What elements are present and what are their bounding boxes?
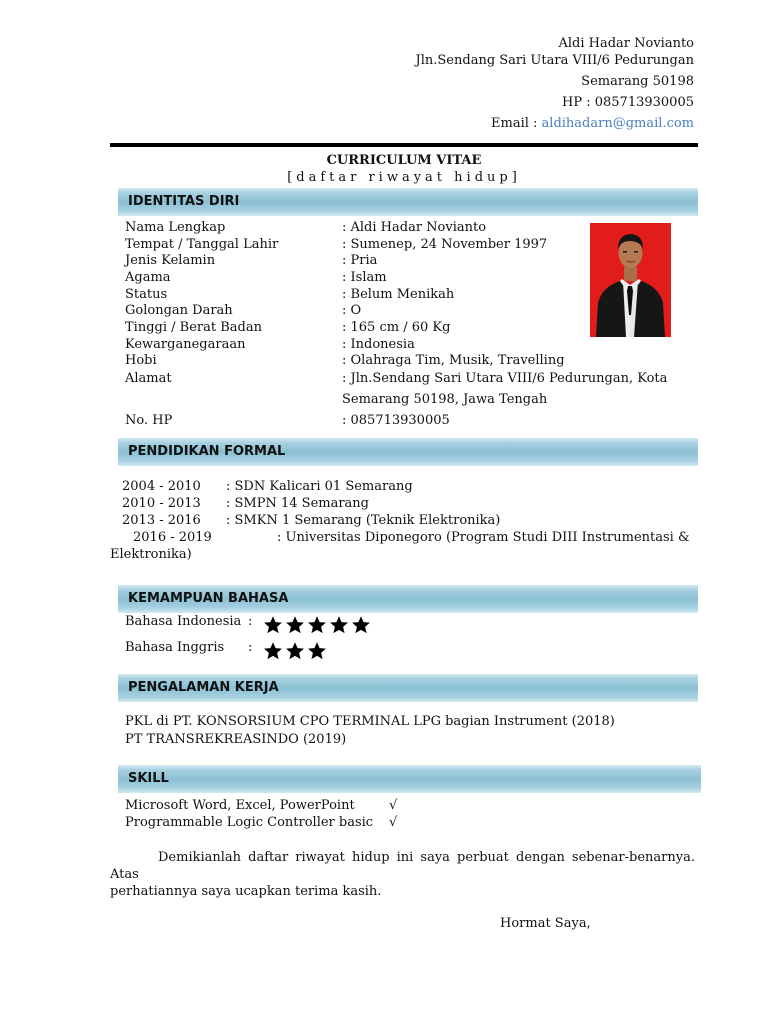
skill-label: Microsoft Word, Excel, PowerPoint bbox=[125, 798, 355, 813]
identitas-value: : Indonesia bbox=[342, 337, 415, 352]
star-icon bbox=[306, 641, 328, 661]
person-photo-icon bbox=[590, 223, 671, 337]
star-icon bbox=[328, 615, 350, 635]
identitas-value: : O bbox=[342, 303, 362, 318]
education-school-cont: Elektronika) bbox=[110, 547, 192, 562]
identitas-value: : Islam bbox=[342, 270, 387, 285]
email-link[interactable]: aldihadarn@gmail.com bbox=[541, 116, 694, 131]
education-years: 2016 - 2019 bbox=[133, 530, 212, 545]
identitas-value: : Aldi Hadar Novianto bbox=[342, 220, 487, 235]
header-address-line2: Semarang 50198 bbox=[581, 74, 694, 89]
skill-label: Programmable Logic Controller basic bbox=[125, 815, 374, 830]
identitas-value: : Jln.Sendang Sari Utara VIII/6 Pedurungan, Kota bbox=[342, 371, 668, 386]
star-icon bbox=[284, 641, 306, 661]
hp-value: : 085713930005 bbox=[342, 413, 450, 428]
profile-photo bbox=[590, 223, 671, 337]
identitas-label: Nama Lengkap bbox=[125, 220, 226, 235]
hp-label: No. HP bbox=[125, 413, 173, 428]
identitas-value: : 165 cm / 60 Kg bbox=[342, 320, 451, 335]
identitas-label: Jenis Kelamin bbox=[125, 253, 216, 268]
education-school: : Universitas Diponegoro (Program Studi DIII Instrumentasi & bbox=[277, 530, 690, 545]
star-icon bbox=[262, 615, 284, 635]
identitas-value: : Sumenep, 24 November 1997 bbox=[342, 237, 548, 252]
alamat-continuation: Semarang 50198, Jawa Tengah bbox=[342, 392, 548, 407]
section-identitas-heading: IDENTITAS DIRI bbox=[118, 188, 698, 216]
section-kerja-heading: PENGALAMAN KERJA bbox=[118, 674, 698, 702]
education-school: : SDN Kalicari 01 Semarang bbox=[226, 479, 413, 494]
signoff: Hormat Saya, bbox=[500, 916, 591, 931]
header-phone: HP : 085713930005 bbox=[562, 95, 694, 110]
header-rule bbox=[110, 143, 698, 147]
star-icon bbox=[262, 641, 284, 661]
identitas-label: Alamat bbox=[125, 371, 172, 386]
closing-line1: Demikianlah daftar riwayat hidup ini saya perbuat dengan sebenar-benarnya. Atas bbox=[110, 850, 695, 882]
identitas-label: Tinggi / Berat Badan bbox=[125, 320, 262, 335]
identitas-value: : Pria bbox=[342, 253, 378, 268]
education-years: 2010 - 2013 bbox=[122, 496, 201, 511]
star-icon bbox=[306, 615, 328, 635]
star-icon bbox=[350, 615, 372, 635]
check-mark-icon: √ bbox=[389, 798, 398, 813]
identitas-label: Kewarganegaraan bbox=[125, 337, 246, 352]
language-colon: : bbox=[248, 640, 253, 655]
language-rating bbox=[262, 615, 372, 635]
education-school: : SMKN 1 Semarang (Teknik Elektronika) bbox=[226, 513, 501, 528]
closing-line2: perhatiannya saya ucapkan terima kasih. bbox=[110, 884, 382, 899]
section-skill-heading: SKILL bbox=[118, 765, 701, 793]
header-name: Aldi Hadar Novianto bbox=[558, 36, 694, 51]
star-icon bbox=[284, 615, 306, 635]
education-years: 2013 - 2016 bbox=[122, 513, 201, 528]
header-address-line1: Jln.Sendang Sari Utara VIII/6 Pedurungan bbox=[415, 53, 694, 68]
education-school: : SMPN 14 Semarang bbox=[226, 496, 369, 511]
identitas-label: Golongan Darah bbox=[125, 303, 233, 318]
check-mark-icon: √ bbox=[389, 815, 398, 830]
closing-paragraph bbox=[110, 849, 695, 900]
section-pendidikan-heading: PENDIDIKAN FORMAL bbox=[118, 438, 698, 466]
language-label: Bahasa Indonesia bbox=[125, 614, 242, 629]
document-subtitle: [daftar riwayat hidup] bbox=[287, 170, 521, 185]
header-email-line bbox=[491, 113, 694, 134]
work-item: PKL di PT. KONSORSIUM CPO TERMINAL LPG bagian Instrument (2018) bbox=[125, 714, 615, 729]
section-bahasa-heading: KEMAMPUAN BAHASA bbox=[118, 585, 698, 613]
email-label: Email : bbox=[491, 116, 542, 131]
identitas-value: : Olahraga Tim, Musik, Travelling bbox=[342, 353, 565, 368]
identitas-label: Agama bbox=[125, 270, 171, 285]
language-label: Bahasa Inggris bbox=[125, 640, 225, 655]
identitas-label: Hobi bbox=[125, 353, 157, 368]
language-colon: : bbox=[248, 614, 253, 629]
language-rating bbox=[262, 641, 328, 661]
identitas-label: Tempat / Tanggal Lahir bbox=[125, 237, 279, 252]
work-item: PT TRANSREKREASINDO (2019) bbox=[125, 732, 347, 747]
identitas-label: Status bbox=[125, 287, 168, 302]
identitas-value: : Belum Menikah bbox=[342, 287, 455, 302]
document-title: CURRICULUM VITAE bbox=[326, 153, 482, 168]
education-years: 2004 - 2010 bbox=[122, 479, 201, 494]
